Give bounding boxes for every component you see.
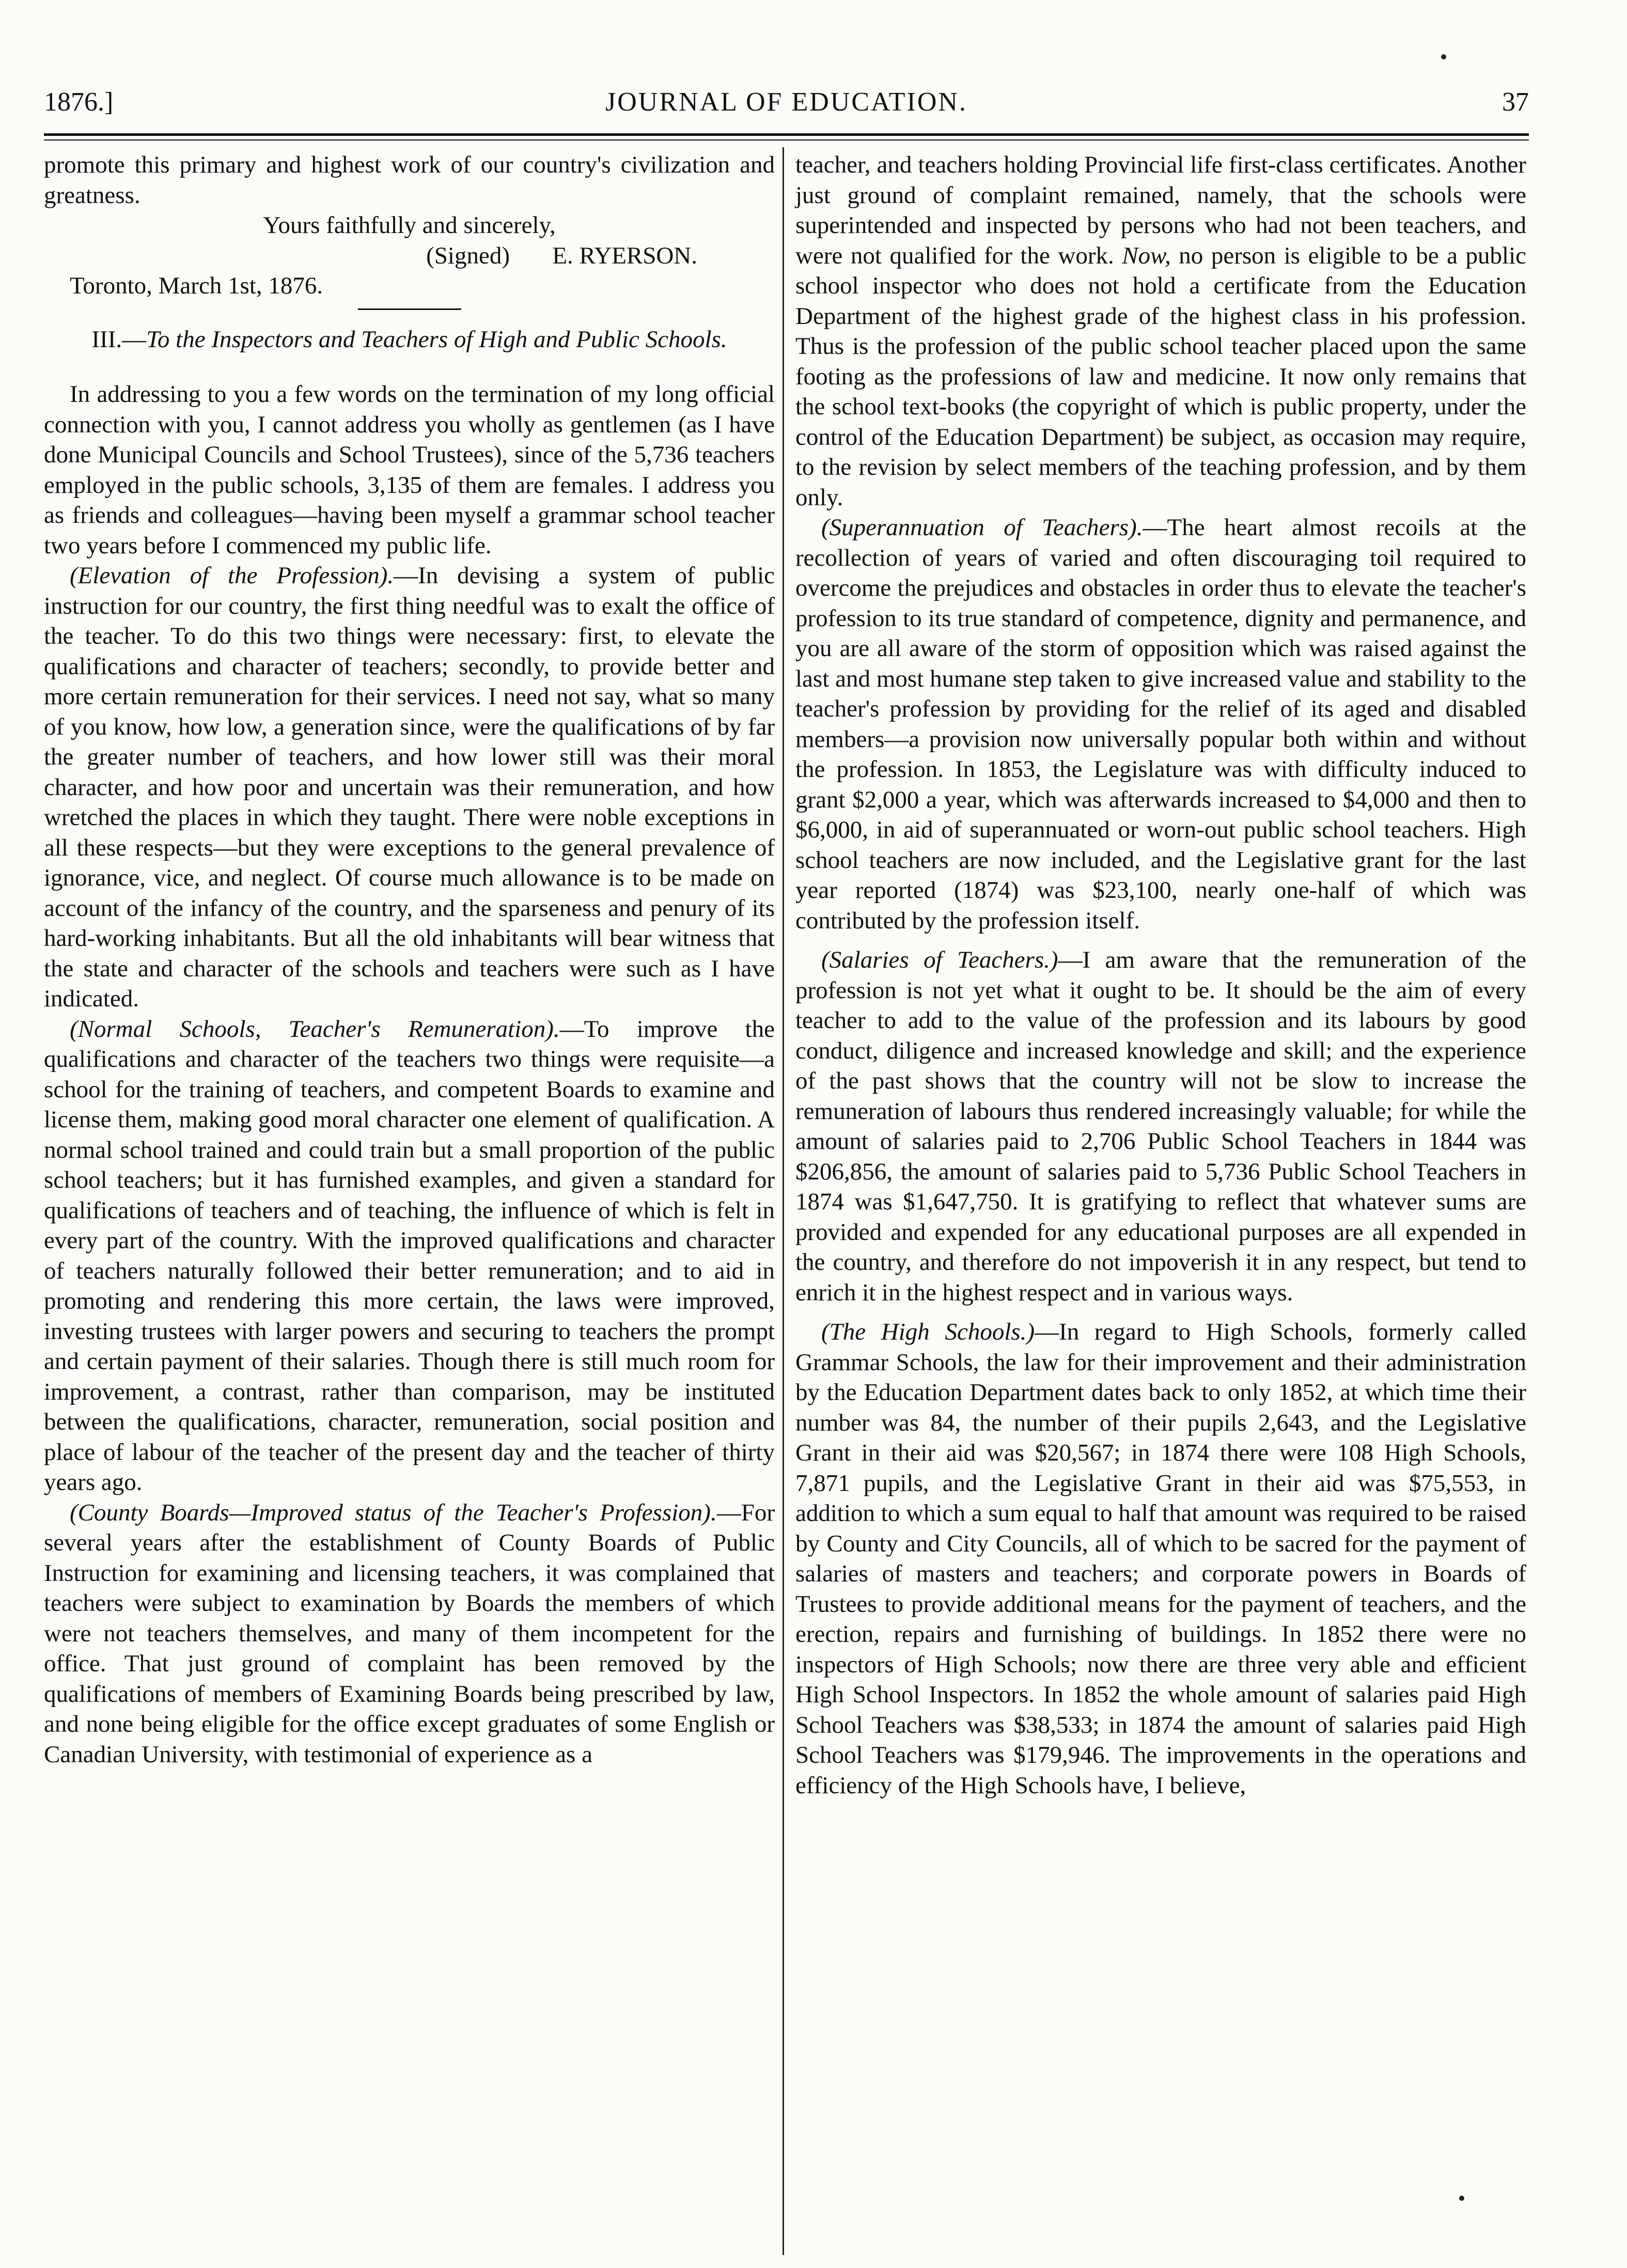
column-divider <box>783 147 784 2255</box>
text-normal-schools: —To improve the qualifications and character of the teachers two things were requisite—a school for the training of teachers, and competent Boards to examine and license them, making good moral character one element of qualification. A normal school trained and could train but a small proportion of the public school teachers; but it has furnished examples, and given a standard for qualifications of teachers and of teaching, the influence of which is felt in every part of the country. With the improved qualifications and character of teachers naturally followed their better remuneration; and to aid in promoting and rendering this more certain, the laws were improved, investing trustees with larger powers and securing to teachers the prompt and certain payment of their salaries. Though there is still much room for improvement, a contrast, rather than comparison, may be instituted between the qualifications, character, remuneration, social position and place of labour of the teacher of the present day and the teacher of thirty years ago. <box>44 1015 775 1496</box>
header-year: 1876.] <box>44 87 114 117</box>
signed-label: (Signed) <box>426 242 510 269</box>
text-salaries: —I am aware that the remuneration of the profession is not yet what it ought to be. It should be the aim of every teacher to add to the value of the profession and its labours by good conduct, diligence and increased knowledge and skill; and the experience of the past shows that the country will not be slow to increase the remuneration of labours thus rendered increasingly valuable; for while the amount of salaries paid to 2,706 Public School Teachers in 1844 was $206,856, the amount of salaries paid to 5,736 Public School Teachers in 1874 was $1,647,750. It is gratifying to reflect that whatever sums are provided and expended for any educational purposes are all expended in the country, and therefore do not impoverish it in any respect, but tend to enrich it in the highest respect and in various ways. <box>795 946 1526 1306</box>
dateline: Toronto, March 1st, 1876. <box>70 272 323 299</box>
header-rule-thin <box>44 139 1529 141</box>
paragraph-elevation <box>44 561 775 1014</box>
text-continued-b: no person is eligible to be a public school inspector who does not hold a certificate from the Education Department of the highest grade of the highest class in his profession. Thus is the profession of the public school teacher placed upon the same footing as the professions of law and medicine. It now only remains that the school text-books (the copyright of which is public property, under the control of the Education Department) be subject, as occasion may require, to the revision by select members of the teaching profession, and by them only. <box>795 242 1526 511</box>
heading-salaries: (Salaries of Teachers.) <box>821 946 1058 973</box>
text-superannuation: —The heart almost recoils at the recollection of years of varied and often discouraging toil required to overcome the prejudices and obstacles in order thus to elevate the teacher's profession to its true standard of competence, dignity and permanence, and you are all aware of the storm of opposition which was raised against the last and most humane step taken to give increased value and stability to the teacher's profession by providing for the relief of its aged and disabled members—a provision now universally popular both within and without the profession. In 1853, the Legislature was with difficulty induced to grant $2,000 a year, which was afterwards increased to $4,000 and then to $6,000, in aid of superannuated or worn-out public school teachers. High school teachers are now included, and the Legislative grant for the last year reported (1874) was $23,100, nearly one-half of which was contributed by the profession itself. <box>795 514 1526 934</box>
paragraph-county-boards <box>44 1498 775 1770</box>
header-rule <box>44 133 1529 136</box>
text-now: Now, <box>1122 242 1171 269</box>
section-title: To the Inspectors and Teachers of High and Public Schools. <box>146 325 727 353</box>
heading-elevation: (Elevation of the Profession). <box>70 562 394 589</box>
paragraph-salaries <box>795 945 1526 1308</box>
heading-normal-schools: (Normal Schools, Teacher's Remuneration). <box>70 1015 560 1043</box>
text-county-boards: —For several years after the establishment of County Boards of Public Instruction for examining and licensing teachers, it was complained that teachers were subject to examination by Boards the members of which were not teachers themselves, and many of them incompetent for the office. That just ground of complaint has been removed by the qualifications of members of Examining Boards being prescribed by law, and none being eligible for the office except graduates of some English or Canadian University, with testimonial of experience as a <box>44 1499 775 1768</box>
paragraph-normal-schools <box>44 1014 775 1498</box>
text-elevation: —In devising a system of public instruction for our country, the first thing needful was to exalt the office of the teacher. To do this two things were necessary: first, to elevate the qualifications and character of teachers; secondly, to provide better and more certain remuneration for their services. I need not say, what so many of you know, how low, a generation since, were the qualifications of by far the greater number of teachers, and how lower still was their moral character, and how poor and uncertain was their remuneration, and how wretched the places in which they taught. There were noble exceptions in all these respects—but they were exceptions to the general prevalence of ignorance, vice, and neglect. Of course much allowance is to be made on account of the infancy of the country, and the sparseness and penury of its hard-working inhabitants. But all the old inhabitants will bear witness that the state and character of the schools and teachers were such as I have indicated. <box>44 562 775 1012</box>
heading-county-boards: (County Boards—Improved status of the Teacher's Profession). <box>70 1499 717 1526</box>
heading-high-schools: (The High Schools.) <box>821 1318 1035 1345</box>
right-column <box>795 150 1526 1800</box>
paragraph-superannuation <box>795 512 1526 936</box>
intro-paragraph: promote this primary and highest work of our country's civilization and greatness. <box>44 151 775 209</box>
paragraph-high-schools <box>795 1317 1526 1800</box>
section-heading <box>44 324 775 355</box>
text-continued-a: teacher, and teachers holding Provincial life first-class certificates. Another just ground of complaint remained, namely, that the schools were superintended and inspected by persons who had not been teachers, and were not qualified for the work. <box>795 151 1526 269</box>
text-high-schools: —In regard to High Schools, formerly called Grammar Schools, the law for their improvement and their administration by the Education Department dates back to only 1852, at which time their number was 84, the number of their pupils 2,643, and the Legislative Grant in their aid was $20,567; in 1874 there were 108 High Schools, 7,871 pupils, and the Legislative Grant in their aid was $75,553, in addition to which a sum equal to half that amount was required to be raised by County and City Councils, all of which to be sacred for the payment of salaries of masters and teachers; and corporate powers in Boards of Trustees to provide additional means for the payment of teachers, and the erection, repairs and furnishing of buildings. In 1852 there were no inspectors of High Schools; now there are three very able and efficient High School Inspectors. In 1852 the whole amount of salaries paid High School Teachers was $38,533; in 1874 the amount of salaries paid High School Teachers was $179,946. The improvements in the operations and efficiency of the High Schools have, I believe, <box>795 1318 1527 1799</box>
heading-superannuation: (Superannuation of Teachers). <box>821 514 1143 541</box>
section-separator <box>358 308 461 310</box>
section-number: III.— <box>91 325 147 353</box>
page-number: 37 <box>1502 87 1529 117</box>
ink-speck <box>1459 2196 1464 2201</box>
signature-name: E. RYERSON. <box>552 242 697 269</box>
left-column <box>44 150 775 1769</box>
closing-line: Yours faithfully and sincerely, <box>263 212 556 239</box>
ink-speck <box>1441 54 1446 59</box>
journal-title: JOURNAL OF EDUCATION. <box>605 87 967 117</box>
paragraph-addressing: In addressing to you a few words on the termination of my long official connection with you, I cannot address you wholly as gentlemen (as I have done Municipal Councils and School Trustees), since of the 5,736 teachers employed in the public schools, 3,135 of them are females. I address you as friends and colleagues—having been myself a grammar school teacher two years before I commenced my public life. <box>44 381 775 559</box>
paragraph-continued <box>795 150 1526 512</box>
running-header <box>44 77 1529 134</box>
signature-line <box>44 241 775 271</box>
